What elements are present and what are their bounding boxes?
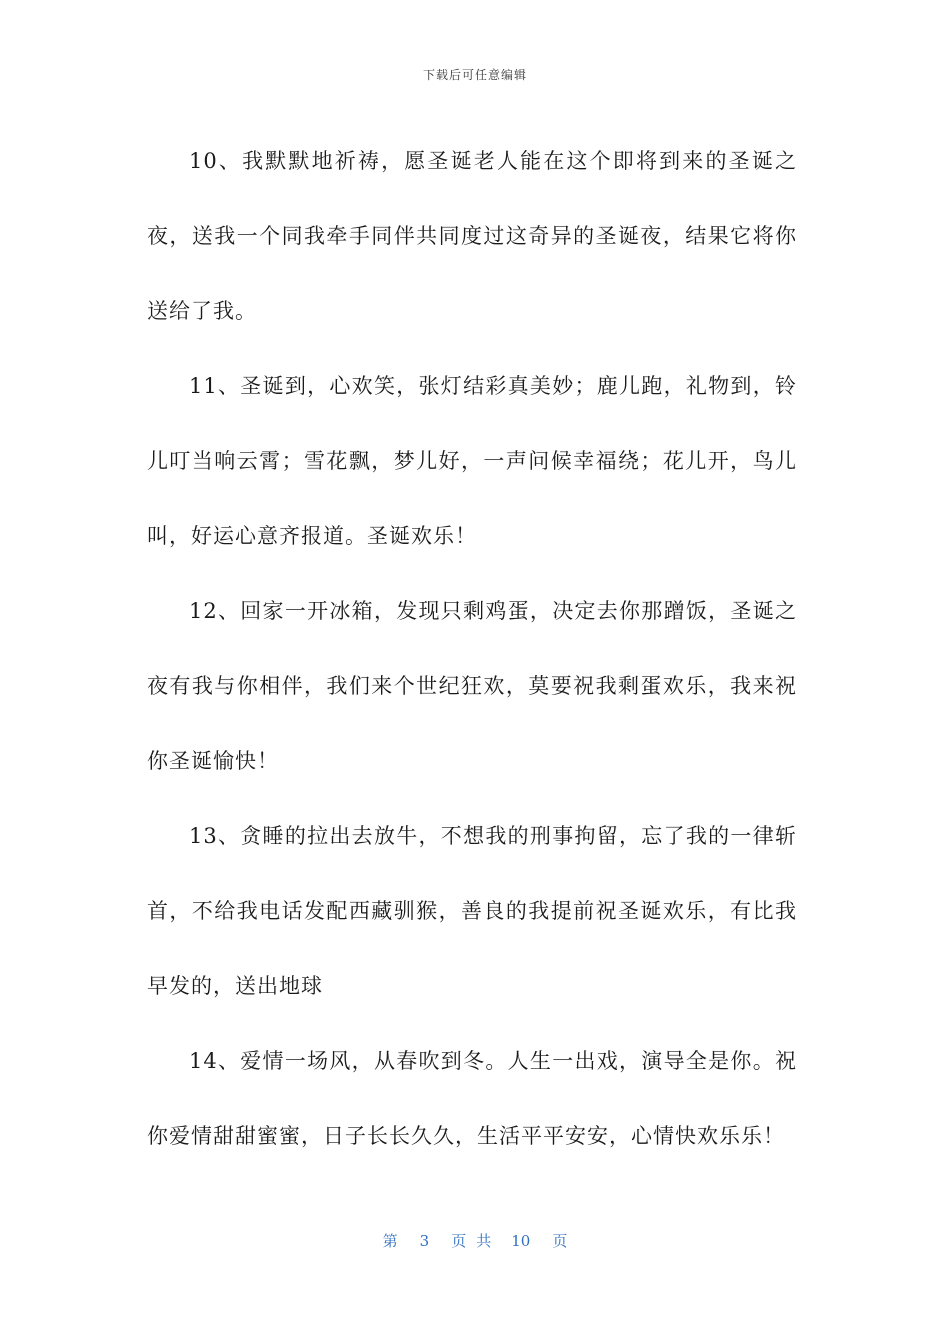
document-body xyxy=(147,124,797,1174)
page-header: 下载后可任意编辑 xyxy=(422,68,527,82)
page-footer xyxy=(0,1230,950,1251)
paragraph-12: 12、回家一开冰箱，发现只剩鸡蛋，决定去你那蹭饭，圣诞之夜有我与你相伴，我们来个世纪狂欢，莫要祝我剩蛋欢乐，我来祝你圣诞愉快！ xyxy=(147,599,797,773)
footer-middle: 页共 xyxy=(451,1232,502,1250)
paragraph-11: 11、圣诞到，心欢笑，张灯结彩真美妙；鹿儿跑，礼物到，铃儿叮当响云霄；雪花飘，梦儿好，一声问候幸福绕；花儿开，鸟儿叫，好运心意齐报道。圣诞欢乐！ xyxy=(147,374,797,548)
footer-total-pages: 10 xyxy=(511,1232,531,1250)
paragraph-10: 10、我默默地祈祷，愿圣诞老人能在这个即将到来的圣诞之夜，送我一个同我牵手同伴共同度过这奇异的圣诞夜，结果它将你送给了我。 xyxy=(147,149,797,323)
footer-current-page: 3 xyxy=(419,1232,430,1250)
footer-prefix: 第 xyxy=(382,1232,398,1250)
paragraph-13: 13、贪睡的拉出去放牛，不想我的刑事拘留，忘了我的一律斩首，不给我电话发配西藏驯猴，善良的我提前祝圣诞欢乐，有比我早发的，送出地球 xyxy=(147,824,797,998)
paragraph-14: 14、爱情一场风，从春吹到冬。人生一出戏，演导全是你。祝你爱情甜甜蜜蜜，日子长长久久，生活平平安安，心情快欢乐乐！ xyxy=(147,1049,797,1148)
footer-suffix: 页 xyxy=(552,1232,568,1250)
